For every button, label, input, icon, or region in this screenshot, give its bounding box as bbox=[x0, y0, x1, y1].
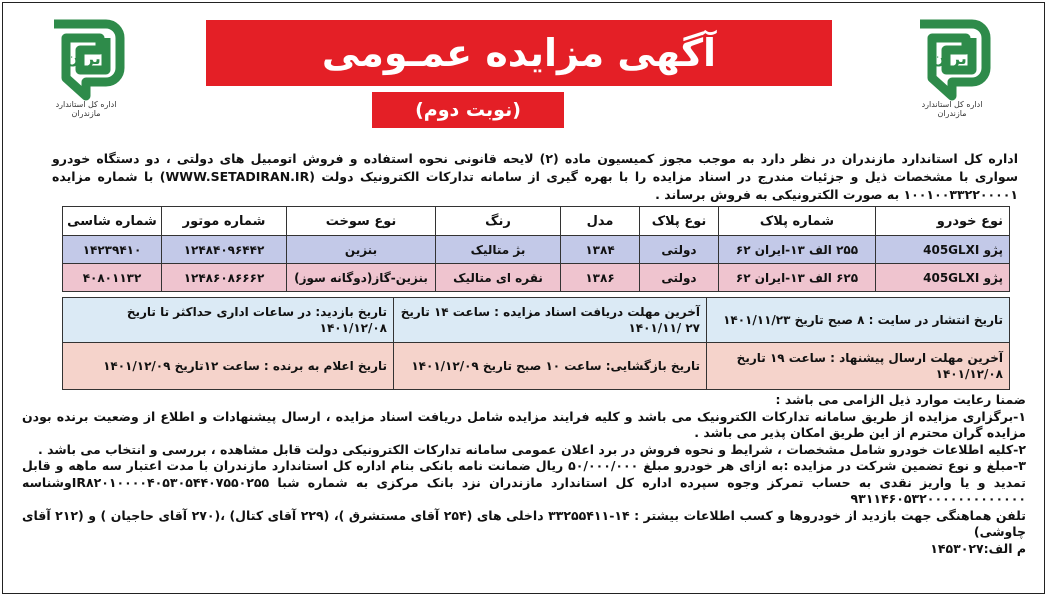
bid-deadline: آخرین مهلت ارسال پیشنهاد : ساعت ۱۹ تاریخ ۱۴۰۱/۱۲/۰۸ bbox=[707, 343, 1010, 390]
logo-mark: ایران bbox=[65, 49, 107, 68]
notes-section bbox=[22, 392, 1026, 557]
winner-date: تاریخ اعلام به برنده : ساعت ۱۲تاریخ ۱۴۰۱/۱۲/۰۹ bbox=[63, 343, 394, 390]
logo-mark: ایران bbox=[931, 49, 973, 68]
plate-type: دولتی bbox=[640, 236, 719, 264]
vehicles-header-row bbox=[63, 207, 1010, 236]
model: ۱۳۸۴ bbox=[561, 236, 640, 264]
engine-number: ۱۲۴۸۶۰۸۶۶۶۲ bbox=[162, 264, 287, 292]
standard-logo-icon bbox=[40, 18, 132, 102]
col-engine-number: شماره موتور bbox=[162, 207, 287, 236]
visit-date: تاریخ بازدید: در ساعات اداری حداکثر تا تاریخ ۱۴۰۱/۱۲/۰۸ bbox=[63, 298, 394, 343]
chassis-number: ۱۴۲۳۹۴۱۰ bbox=[63, 236, 162, 264]
note-2: ۲-کلیه اطلاعات خودرو شامل مشخصات ، شرایط و نحوه فروش در برد اعلان عمومی سامانه تدارکات الکترونیکی دولت قابل مشاهده ، بررسی و انتخاب می باشد . bbox=[38, 441, 1026, 457]
notes-heading: ضمنا رعایت موارد ذیل الزامی می باشد : bbox=[775, 392, 1026, 407]
reference-number: م الف:۱۴۵۳۰۲۷ bbox=[930, 540, 1026, 556]
plate-number: ۲۵۵ الف ۱۳-ایران ۶۲ bbox=[719, 236, 876, 264]
standard-logo-icon bbox=[906, 18, 998, 102]
doc-deadline: آخرین مهلت دریافت اسناد مزایده : ساعت ۱۴ تاریخ ۲۷ /۱۴۰۱/۱۱ bbox=[394, 298, 707, 343]
col-fuel-type: نوع سوخت bbox=[287, 207, 436, 236]
contact-info: تلفن هماهنگی جهت بازدید از خودروها و کسب اطلاعات بیشتر : ۱۴-۳۳۲۵۵۴۱۱ داخلی های (۲۵۴ آقای مستشرق )، (۲۲۹ آقای کتال) ،(۲۷۰ آقای حاجیان ) و (۲۱۲ آقای چاوشی) bbox=[22, 507, 1026, 539]
logo-left bbox=[40, 18, 132, 118]
plate-number: ۶۲۵ الف ۱۳-ایران ۶۲ bbox=[719, 264, 876, 292]
vehicle-type: پژو 405GLXI bbox=[876, 236, 1010, 264]
col-color: رنگ bbox=[436, 207, 561, 236]
publish-date: تاریخ انتشار در سایت : ۸ صبح تاریخ ۱۴۰۱/۱۱/۲۳ bbox=[707, 298, 1010, 343]
dates-row bbox=[63, 298, 1010, 343]
dates-table bbox=[62, 297, 1010, 390]
notice-title: آگهی مزایده عمـومی bbox=[206, 20, 832, 86]
col-plate-type: نوع پلاک bbox=[640, 207, 719, 236]
note-1: ۱-برگزاری مزایده از طریق سامانه تدارکات الکترونیک می باشد و کلیه فرایند مزایده شامل دریافت اسناد مزایده ، ارسال پیشنهادات و اطلاع از وضعیت برنده بودن مزایده گران محترم از این طریق امکان پذیر می باشد . bbox=[22, 408, 1026, 440]
note-3: ۳-مبلغ و نوع تضمین شرکت در مزایده :به ازای هر خودرو مبلغ ۵۰/۰۰۰/۰۰۰ ریال ضمانت نامه بانکی بنام اداره کل استاندارد مازندران با مدت اعتبار سه ماهه و قابل تمدید و یا واریز نقدی به حساب تمرکز وجوه سپرده اداره کل استاندارد مازندران نزد بانک مرکزی به شماره شبا IR۸۲۰۱۰۰۰۰۴۰۵۳۰۵۴۴۰۷۵۵۰۲۵۵وشناسه ۹۳۱۱۴۶۰۵۳۲۰۰۰۰۰۰۰۰۰۰۰۰۰ bbox=[22, 458, 1026, 506]
table-row bbox=[63, 264, 1010, 292]
color: نقره ای متالیک bbox=[436, 264, 561, 292]
intro-paragraph: اداره کل استاندارد مازندران در نظر دارد به موجب مجوز کمیسیون ماده (۲) لایحه قانونی نحوه استفاده و فروش اتومبیل های دولتی ، دو دستگاه خودرو سواری با مشخصات ذیل و جزئیات مندرج در اسناد مزایده را با بهره گیری از سامانه تدارکات الکترونیک دولت (WWW.SETADIRAN.IR) با شماره مزایده ۱۰۰۱۰۰۳۳۲۲۰۰۰۰۱ به صورت الکترونیکی به فروش برساند . bbox=[52, 151, 1018, 202]
col-chassis-number: شماره شاسی bbox=[63, 207, 162, 236]
col-vehicle-type: نوع خودرو bbox=[876, 207, 1010, 236]
col-model: مدل bbox=[561, 207, 640, 236]
vehicle-type: پژو 405GLXI bbox=[876, 264, 1010, 292]
fuel-type: بنزین bbox=[287, 236, 436, 264]
notice-subtitle: (نوبت دوم) bbox=[372, 92, 564, 128]
logo-caption-right: اداره کل استاندارد مازندران bbox=[921, 100, 983, 118]
fuel-type: بنزین-گاز(دوگانه سوز) bbox=[287, 264, 436, 292]
logo-right bbox=[906, 18, 998, 118]
col-plate-number: شماره پلاک bbox=[719, 207, 876, 236]
engine-number: ۱۲۴۸۴۰۹۶۴۴۲ bbox=[162, 236, 287, 264]
logo-caption-left: اداره کل استاندارد مازندران bbox=[55, 100, 117, 118]
opening-date: تاریخ بازگشایی: ساعت ۱۰ صبح تاریخ ۱۴۰۱/۱۲/۰۹ bbox=[394, 343, 707, 390]
vehicles-table bbox=[62, 206, 1010, 292]
dates-row bbox=[63, 343, 1010, 390]
plate-type: دولتی bbox=[640, 264, 719, 292]
model: ۱۳۸۶ bbox=[561, 264, 640, 292]
table-row bbox=[63, 236, 1010, 264]
color: بژ متالیک bbox=[436, 236, 561, 264]
chassis-number: ۴۰۸۰۱۱۳۲ bbox=[63, 264, 162, 292]
